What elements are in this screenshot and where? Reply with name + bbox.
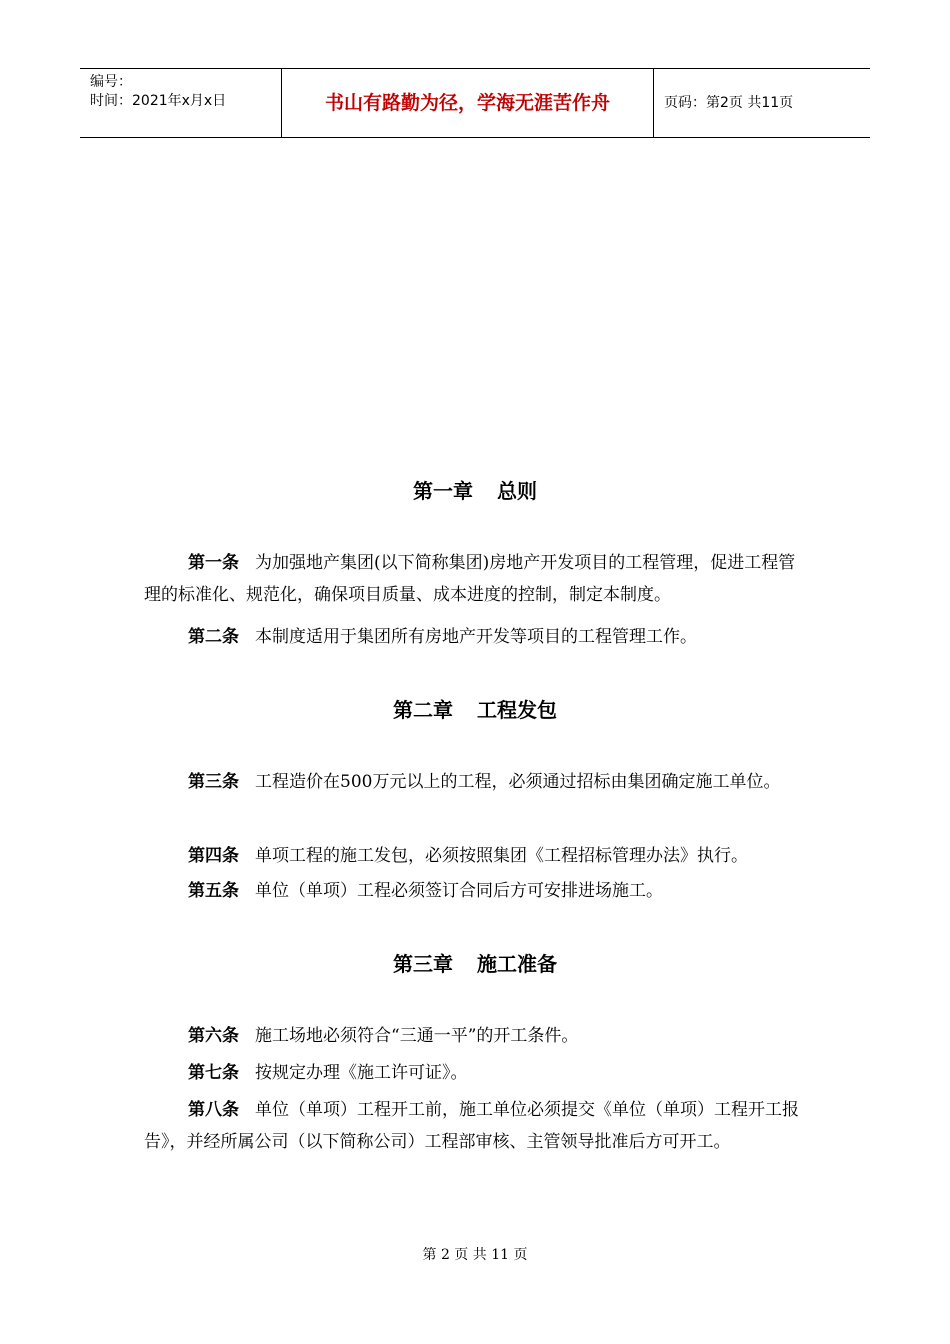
article-8 — [144, 1094, 810, 1158]
page-footer: 第 2 页 共 11 页 — [422, 1247, 528, 1263]
header-meta — [80, 69, 281, 137]
article-label: 第七条 — [188, 1063, 239, 1083]
chapter-name: 总则 — [497, 479, 537, 503]
article-2 — [144, 621, 810, 653]
article-text: 工程造价在500万元以上的工程，必须通过招标由集团确定施工单位。 — [255, 772, 781, 792]
article-label: 第六条 — [188, 1026, 239, 1046]
article-text: 施工场地必须符合“三通一平”的开工条件。 — [255, 1026, 579, 1046]
chapter-name: 施工准备 — [477, 952, 557, 976]
article-7 — [144, 1057, 810, 1089]
article-text: 单位（单项）工程必须签订合同后方可安排进场施工。 — [255, 881, 663, 901]
header-page-label: 页码：第2页 共11页 — [664, 95, 794, 111]
article-5 — [144, 875, 810, 907]
article-1 — [144, 547, 810, 611]
article-label: 第八条 — [188, 1100, 239, 1120]
article-text: 单项工程的施工发包，必须按照集团《工程招标管理办法》执行。 — [255, 846, 748, 866]
chapter-number: 第三章 — [393, 952, 453, 976]
article-text: 为加强地产集团(以下简称集团)房地产开发项目的工程管理，促进工程管理的标准化、规范化，确保项目质量、成本进度的控制，制定本制度。 — [144, 553, 796, 605]
article-label: 第一条 — [188, 553, 239, 573]
number-label: 编号： — [90, 74, 132, 90]
article-label: 第二条 — [188, 627, 239, 647]
article-4 — [144, 840, 810, 872]
header-motto: 书山有路勤为径，学海无涯苦作舟 — [281, 69, 654, 137]
chapter-heading-2 — [0, 694, 950, 723]
chapter-heading-1 — [0, 475, 950, 504]
article-6 — [144, 1020, 810, 1052]
chapter-heading-3 — [0, 948, 950, 977]
chapter-number: 第一章 — [413, 479, 473, 503]
article-3 — [144, 766, 810, 798]
time-label: 时间：2021年x月x日 — [90, 93, 227, 109]
chapter-name: 工程发包 — [477, 698, 557, 722]
article-label: 第五条 — [188, 881, 239, 901]
article-label: 第四条 — [188, 846, 239, 866]
page-header — [80, 68, 870, 138]
chapter-number: 第二章 — [393, 698, 453, 722]
article-text: 按规定办理《施工许可证》。 — [255, 1063, 468, 1083]
article-text: 本制度适用于集团所有房地产开发等项目的工程管理工作。 — [255, 627, 697, 647]
article-text: 单位（单项）工程开工前，施工单位必须提交《单位（单项）工程开工报告》，并经所属公司（以下简称公司）工程部审核、主管领导批准后方可开工。 — [144, 1100, 799, 1152]
article-label: 第三条 — [188, 772, 239, 792]
